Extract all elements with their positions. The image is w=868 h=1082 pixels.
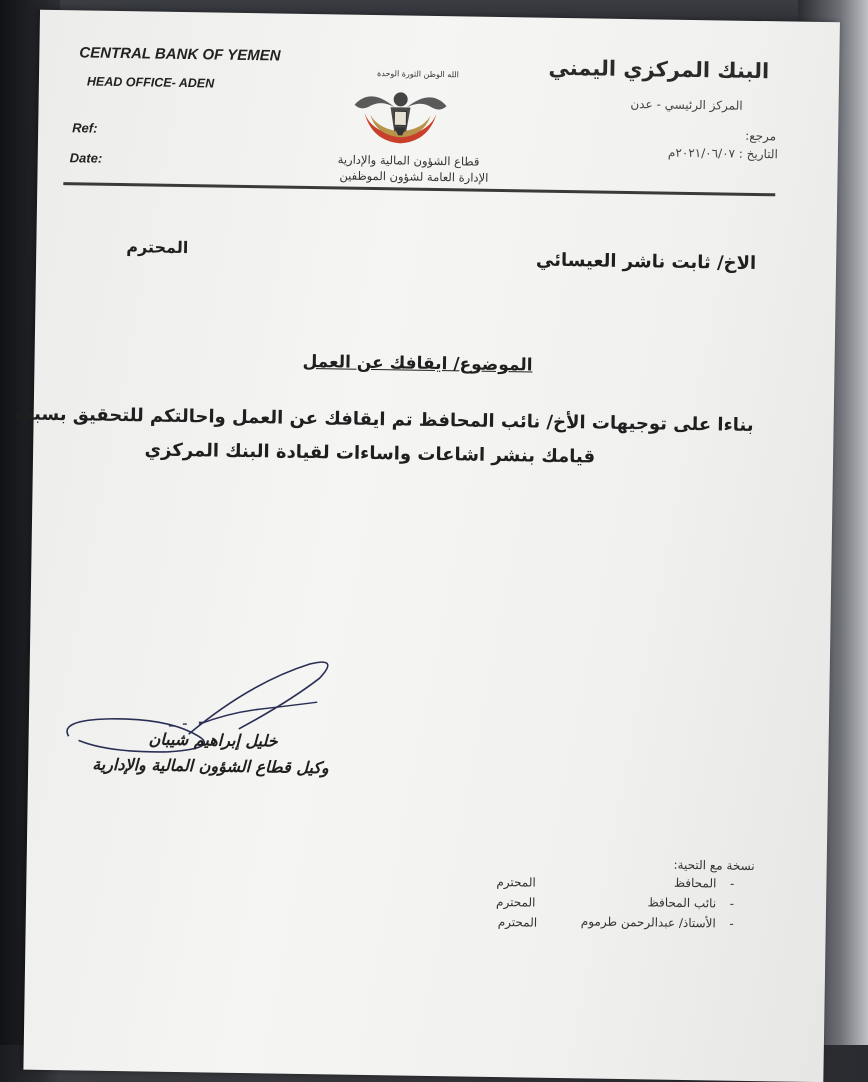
- signer-title: وكيل قطاع الشؤون المالية والإدارية: [92, 754, 329, 778]
- letter-page: [14, 10, 840, 1082]
- respected-salutation: المحترم: [126, 237, 189, 258]
- department-line-2: الإدارة العامة لشؤون الموظفين: [339, 168, 489, 185]
- copy-recipient-suffix: المحترم: [497, 915, 538, 930]
- copies-title: نسخة مع التحية:: [673, 857, 755, 874]
- head-office-arabic: المركز الرئيسي - عدن: [630, 97, 743, 113]
- head-office-english: HEAD OFFICE- ADEN: [86, 74, 215, 91]
- copy-recipient: المحافظ: [673, 875, 717, 891]
- department-line-1: قطاع الشؤون المالية والإدارية: [337, 152, 480, 169]
- copy-recipient: نائب المحافظ: [647, 895, 717, 911]
- signer-name: خليل إبراهيم شيبان: [148, 729, 278, 751]
- copy-recipient-suffix: المحترم: [496, 874, 536, 890]
- subject-line: الموضوع/ ايقافك عن العمل: [302, 351, 533, 376]
- letterhead-divider: [63, 182, 775, 196]
- yemen-eagle-emblem-icon: [350, 77, 451, 149]
- bank-name-arabic: البنك المركزي اليمني: [548, 55, 770, 84]
- date-arabic: التاريخ : ٢٠٢١/٠٦/٠٧م: [667, 145, 778, 162]
- date-label: Date:: [69, 150, 103, 166]
- ref-label: Ref:: [72, 120, 98, 136]
- copy-bullet: -: [729, 876, 735, 891]
- bank-name-english: CENTRAL BANK OF YEMEN: [79, 44, 281, 65]
- emblem-motto: الله الوطن الثورة الوحدة: [377, 69, 460, 80]
- copy-bullet: -: [729, 896, 735, 911]
- addressee: الاخ/ ثابت ناشر العيسائي: [535, 249, 757, 274]
- copy-bullet: -: [729, 916, 734, 931]
- copy-recipient-suffix: المحترم: [495, 894, 536, 910]
- body-text-line-2: قيامك بنشر اشاعات واساءات لقيادة البنك المركزي: [144, 439, 596, 468]
- ref-arabic: مرجع:: [745, 128, 777, 144]
- copy-recipient: الأستاذ/ عبدالرحمن طرموم: [580, 914, 716, 931]
- body-text-line-1: بناءا على توجيهات الأخ/ نائب المحافظ تم ايقافك عن العمل واحالتكم للتحقيق بسبب: [14, 403, 754, 436]
